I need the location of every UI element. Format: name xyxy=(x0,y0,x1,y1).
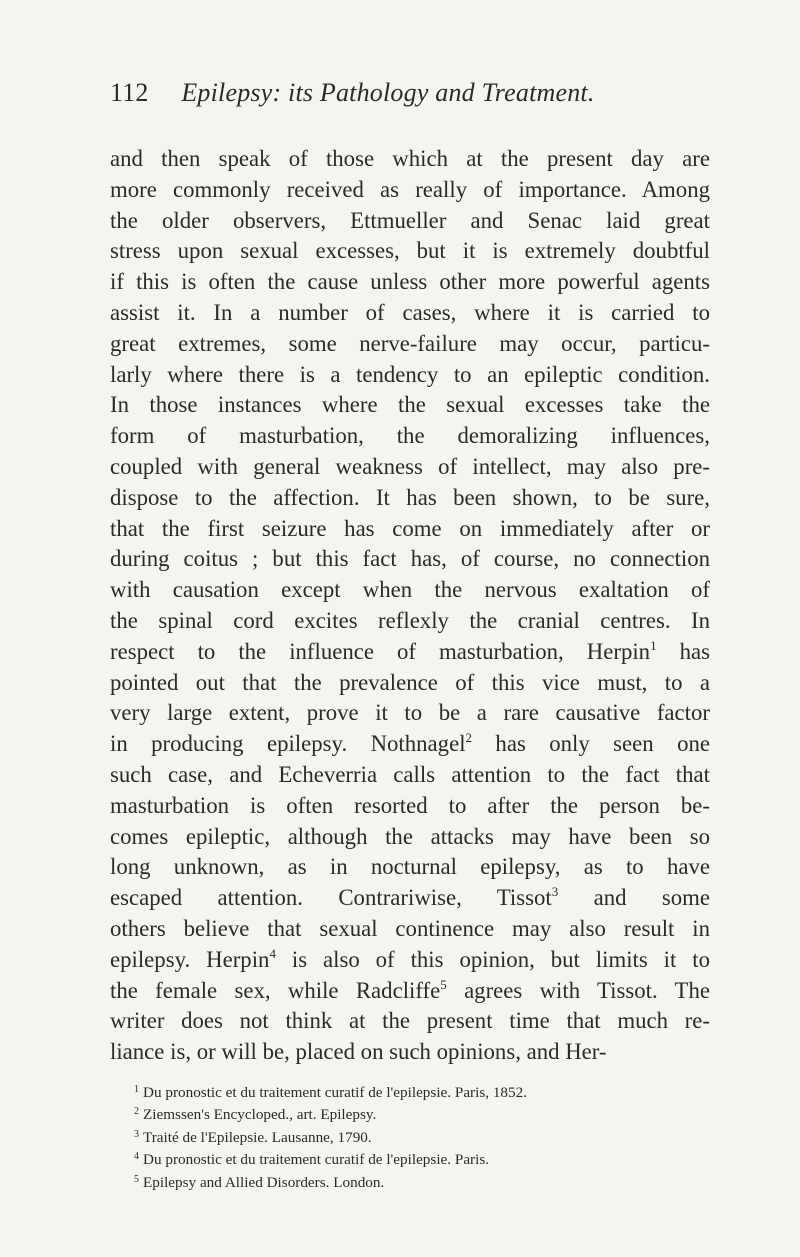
text-line: writer does not think at the present time that much re- xyxy=(110,1008,710,1034)
body-paragraph xyxy=(110,144,710,1068)
footnote-ref: 3 xyxy=(551,884,559,900)
text-line xyxy=(110,945,710,976)
text-line: during coitus ; but this fact has, of course, no connection xyxy=(110,546,710,572)
text-line: masturbation is often resorted to after the person be- xyxy=(110,792,710,818)
text-line: the spinal cord excites reflexly the cranial centres. In xyxy=(110,607,710,633)
running-head xyxy=(110,76,710,110)
text-line: such case, and Echeverria calls attention to the fact that xyxy=(110,761,710,787)
text-fragment: has only seen one xyxy=(472,731,710,757)
text-line: and then speak of those which at the present day are xyxy=(110,146,710,171)
text-fragment: and some xyxy=(558,885,711,911)
footnote-ref: 4 xyxy=(269,945,276,961)
footnote xyxy=(110,1125,710,1148)
text-fragment: is also of this opinion, but limits it to xyxy=(275,946,710,972)
footnote-mark: 3 xyxy=(134,1128,139,1140)
footnote-ref: 1 xyxy=(650,637,657,653)
text-line: form of masturbation, the demoralizing influences, xyxy=(110,423,710,449)
text-line: long unknown, as in nocturnal epilepsy, as to have xyxy=(110,854,710,880)
text-line: the older observers, Ettmueller and Senac laid great xyxy=(110,207,710,233)
footnote-text: Du pronostic et du traitement curatif de l'epilepsie. Paris, 1852. xyxy=(143,1083,528,1101)
footnotes xyxy=(110,1080,710,1193)
text-line: pointed out that the prevalence of this vice must, to a xyxy=(110,669,710,695)
footnote-text: Epilepsy and Allied Disorders. London. xyxy=(143,1173,385,1191)
text-line: liance is, or will be, placed on such opinions, and Her- xyxy=(110,1039,607,1065)
text-line xyxy=(110,637,710,668)
text-fragment: in producing epilepsy. Nothnagel xyxy=(110,731,466,757)
text-fragment: epilepsy. Herpin xyxy=(110,946,270,972)
footnote-mark: 5 xyxy=(134,1173,139,1185)
text-line: more commonly received as really of importance. Among xyxy=(110,176,710,202)
running-title: Epilepsy: its Pathology and Treatment. xyxy=(181,78,595,107)
footnote-mark: 2 xyxy=(134,1106,139,1118)
book-page xyxy=(110,76,710,1192)
text-fragment: respect to the influence of masturbation, Herpin xyxy=(110,638,651,664)
footnote xyxy=(110,1102,710,1125)
text-line: that the first seizure has come on immediately after or xyxy=(110,515,710,541)
footnote-mark: 1 xyxy=(134,1083,139,1095)
footnote-text: Du pronostic et du traitement curatif de l'epilepsie. Paris. xyxy=(143,1151,490,1169)
text-fragment: escaped attention. Contrariwise, Tissot xyxy=(110,885,552,911)
text-line: In those instances where the sexual excesses take the xyxy=(110,392,710,418)
text-line xyxy=(110,976,710,1007)
text-fragment: has xyxy=(656,638,710,664)
footnote-text: Ziemssen's Encycloped., art. Epilepsy. xyxy=(143,1106,377,1124)
text-line: assist it. In a number of cases, where it is carried to xyxy=(110,299,710,325)
text-fragment: the female sex, while Radcliffe xyxy=(110,977,441,1003)
text-line: with causation except when the nervous exaltation of xyxy=(110,577,710,603)
text-line: others believe that sexual continence may also result in xyxy=(110,915,710,941)
text-line xyxy=(110,729,710,760)
text-line: larly where there is a tendency to an epileptic condition. xyxy=(110,361,710,387)
footnote-mark: 4 xyxy=(134,1151,139,1163)
footnote-ref: 5 xyxy=(440,976,447,992)
text-fragment: agrees with Tissot. The xyxy=(446,977,710,1003)
footnote xyxy=(110,1080,710,1103)
text-line: dispose to the affection. It has been shown, to be sure, xyxy=(110,484,710,510)
text-line: comes epileptic, although the attacks may have been so xyxy=(110,823,710,849)
text-line: very large extent, prove it to be a rare causative factor xyxy=(110,700,710,726)
footnote-text: Traité de l'Epilepsie. Lausanne, 1790. xyxy=(143,1128,372,1146)
footnote xyxy=(110,1170,710,1193)
footnote-ref: 2 xyxy=(465,730,473,746)
text-line: if this is often the cause unless other more powerful agents xyxy=(110,269,710,295)
text-line: coupled with general weakness of intellect, may also pre- xyxy=(110,453,710,479)
text-line xyxy=(110,883,710,914)
text-line: stress upon sexual excesses, but it is extremely doubtful xyxy=(110,238,710,264)
footnote xyxy=(110,1147,710,1170)
text-line: great extremes, some nerve-failure may occur, particu- xyxy=(110,330,710,356)
page-number: 112 xyxy=(110,78,149,107)
